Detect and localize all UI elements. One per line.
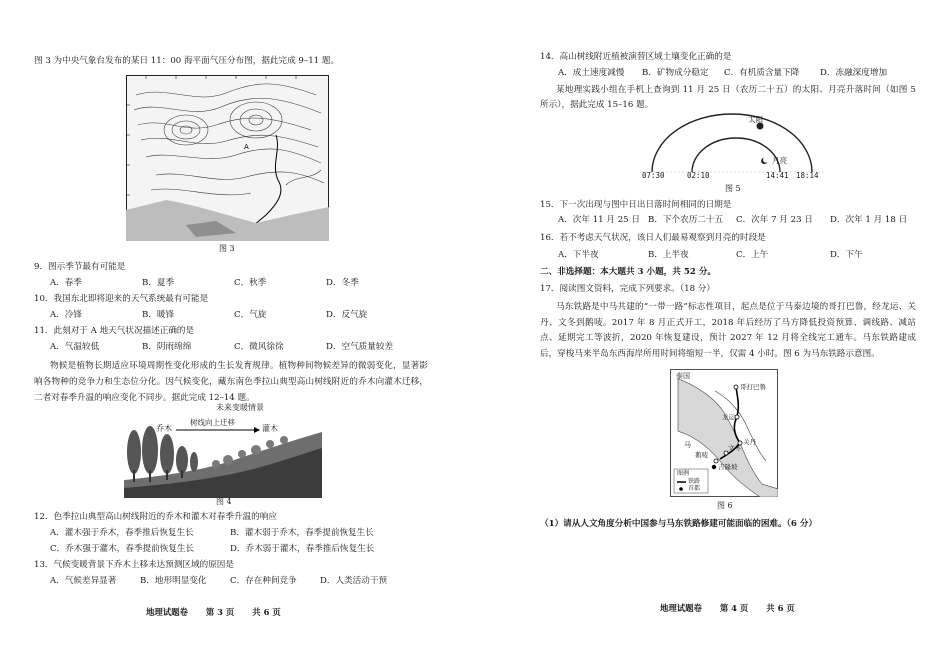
q16-option-c[interactable]: C．上午 <box>736 250 769 260</box>
q13-option-d[interactable]: D．人类活动干预 <box>320 576 388 586</box>
fig5-sun-label: 太阳 <box>748 115 763 124</box>
right-page <box>480 0 950 653</box>
fig6-city4: 文冬 <box>728 444 741 452</box>
q9-option-d[interactable]: D．冬季 <box>326 278 359 288</box>
fig4-shrub-label: 灌木 <box>262 424 278 433</box>
section-2-heading: 二、非选择题：本大题共 3 小题，共 52 分。 <box>540 267 717 277</box>
q16-option-b[interactable]: B．上半夜 <box>648 250 689 260</box>
question-9-stem: 9．图示季节最有可能是 <box>34 262 126 272</box>
fig5-moon-label: 月亮 <box>772 156 787 165</box>
fig4-title: 未来变暖情景 <box>216 403 264 412</box>
q9-option-a[interactable]: A．春季 <box>50 278 82 288</box>
q16-option-a[interactable]: A．下半夜 <box>558 250 599 260</box>
fig6-city2: 龙运 <box>722 413 735 421</box>
question-10-stem: 10．我国东北即将迎来的天气系统最有可能是 <box>34 294 209 304</box>
q12-option-d[interactable]: D．乔木弱于灌木，春季推后恢复生长 <box>230 544 375 554</box>
question-9-options <box>50 278 418 290</box>
q16-option-d[interactable]: D．下午 <box>830 250 863 260</box>
fig5-sunrise-time: 07:30 <box>642 171 665 180</box>
q14-option-a[interactable]: A．成土速度减慢 <box>558 68 625 78</box>
footer-title: 地理试题卷 <box>146 607 188 617</box>
q10-option-a[interactable]: A．冷锋 <box>50 310 82 320</box>
footer-total: 共 6 页 <box>766 603 795 613</box>
question-13-stem: 13．气候变暖背景下乔木上移未达预测区域的原因是 <box>34 560 234 570</box>
q10-option-c[interactable]: C．气旋 <box>234 310 267 320</box>
q10-option-d[interactable]: D．反气旋 <box>326 310 368 320</box>
q17-part-1: （1）请从人文角度分析中国参与马东铁路修建可能面临的困难。（6 分） <box>540 519 818 529</box>
q12-option-a[interactable]: A．灌木强于乔木，春季推后恢复生长 <box>50 528 194 538</box>
question-17-stem: 17．阅读图文资料，完成下列要求。（18 分） <box>540 284 715 294</box>
footer-page: 第 4 页 <box>719 603 749 613</box>
q14-option-d[interactable]: D．冻融深度增加 <box>820 68 888 78</box>
question-15-options <box>558 215 920 227</box>
fig6-city6: 吉隆坡 <box>718 463 738 471</box>
question-12-options-row1 <box>50 528 410 540</box>
q15-option-b[interactable]: B．下个农历二十五 <box>648 215 724 225</box>
footer-total: 共 6 页 <box>252 607 281 617</box>
q11-option-d[interactable]: D．空气质量较差 <box>326 342 394 352</box>
fig4-tree-label: 乔木 <box>156 424 172 433</box>
figure-6-railway-map <box>670 369 778 497</box>
question-16-stem: 16．若不考虑天气状况，该日人们最易观察到月亮的时段是 <box>540 233 766 243</box>
material-12-14: 物候是植物长期适应环境周期性变化形成的生长发育规律。植物种间物候差异的微弱变化，显著影响各物种的竞争力和生态位分化。因气候变化，藏东南色季拉山典型高山树线附近的乔木向灌木迁移，二者对春季升温的响应变化不同步。据此完成 12–14 题。 <box>34 361 428 403</box>
figure-3-caption: 图 3 <box>219 244 235 253</box>
q13-option-b[interactable]: B．地形明显变化 <box>140 576 207 586</box>
question-13-options <box>50 576 410 588</box>
q12-option-c[interactable]: C．乔木强于灌木，春季提前恢复生长 <box>50 544 195 554</box>
figure-5-caption: 图 5 <box>725 184 741 193</box>
q14-option-b[interactable]: B．矿物成分稳定 <box>642 68 709 78</box>
q11-option-a[interactable]: A．气温较低 <box>50 342 100 352</box>
question-15-stem: 15．下一次出现与图中日出日落时间相同的日期是 <box>540 200 732 210</box>
right-page-footer <box>660 603 795 614</box>
q17-material: 马东铁路是中马共建的“一带一路”标志性项目，起点是位于马泰边境的哥打巴鲁，经龙运、关丹、文冬到鹅唛。2017 年 8 月正式开工，2018 年后经历了马方降低投资预算、调线路、减站点、延期完工等波折，2020 年恢复建设，预计 2027 年 12 月将全线完工通车。马东铁路建成后，穿梭马来半岛东西海岸所用时间将缩短一半，仅需 4 小时。图 6 为马东铁路示意图。 <box>540 302 916 359</box>
question-11-stem: 11．此刻对于 A 地天气状况描述正确的是 <box>34 326 195 336</box>
q11-option-b[interactable]: B．阴雨绵绵 <box>142 342 192 352</box>
material-15-16: 某地理实践小组在手机上查询到 11 月 25 日（农历二十五）的太阳、月亮升落时间（如图 5 所示），据此完成 15–16 题。 <box>540 85 916 110</box>
fig6-legend-capital: 首都 <box>688 485 701 492</box>
question-12-options-row2 <box>50 544 410 556</box>
q15-option-a[interactable]: A．次年 11 月 25 日 <box>558 215 640 225</box>
fig6-country-top: 泰国 <box>676 372 690 380</box>
q9-option-c[interactable]: C．秋季 <box>234 278 267 288</box>
footer-title: 地理试题卷 <box>660 603 702 613</box>
figure-4-treeline <box>124 404 322 498</box>
question-10-options <box>50 310 418 322</box>
footer-page: 第 3 页 <box>205 607 235 617</box>
question-11-options <box>50 342 436 354</box>
left-page-footer <box>146 607 281 618</box>
fig5-moonrise-time: 02:10 <box>687 171 710 180</box>
q11-option-c[interactable]: C．微风徐徐 <box>234 342 284 352</box>
question-16-options <box>558 250 920 262</box>
question-14-stem: 14．高山树线附近植被演替区域土壤变化正确的是 <box>540 52 732 62</box>
q15-option-d[interactable]: D．次年 1 月 18 日 <box>830 215 908 225</box>
left-page <box>0 0 470 653</box>
fig6-legend-rail: 铁路 <box>688 478 701 485</box>
fig6-country-label: 马 <box>684 441 691 449</box>
q13-option-a[interactable]: A．气候差异显著 <box>50 576 117 586</box>
q10-option-b[interactable]: B．暖锋 <box>142 310 175 320</box>
question-14-options <box>558 68 910 80</box>
fig4-migrate-label: 树线向上迁移 <box>190 418 235 427</box>
q13-option-c[interactable]: C．存在种间竞争 <box>230 576 297 586</box>
intro-q9-11: 图 3 为中央气象台发布的某日 11：00 海平面气压分布图，据此完成 9–11 题。 <box>34 56 340 66</box>
q9-option-b[interactable]: B．夏季 <box>142 278 175 288</box>
figure-4-caption: 图 4 <box>216 497 232 506</box>
fig6-city3: 关丹 <box>743 438 756 446</box>
q15-option-c[interactable]: C．次年 7 月 23 日 <box>736 215 813 225</box>
q12-option-b[interactable]: B．灌木弱于乔木，春季提前恢复生长 <box>230 528 374 538</box>
svg-text:A: A <box>244 143 249 151</box>
q14-option-c[interactable]: C．有机质含量下降 <box>724 68 800 78</box>
question-12-stem: 12．色季拉山典型高山树线附近的乔木和灌木对春季升温的响应 <box>34 512 277 522</box>
figure-3-pressure-map <box>126 75 329 241</box>
figure-6-caption: 图 6 <box>717 501 733 510</box>
pressure-map-graphic <box>126 75 329 241</box>
fig5-moonset-time: 14:41 <box>766 171 789 180</box>
fig5-sunset-time: 18:14 <box>796 171 819 180</box>
fig6-city1: 哥打巴鲁 <box>740 383 766 391</box>
fig6-legend-title: 图例 <box>677 470 690 477</box>
fig6-city5: 鹅唛 <box>695 451 708 459</box>
